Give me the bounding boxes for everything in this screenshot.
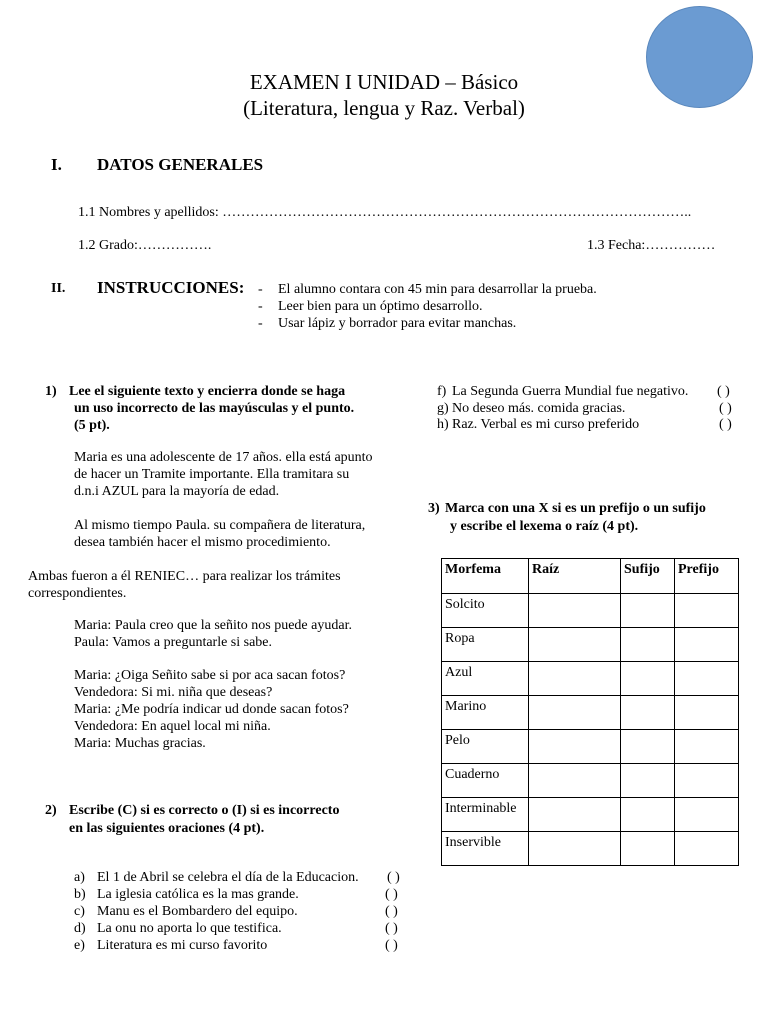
- suffix-cell[interactable]: [621, 832, 675, 866]
- morpheme-cell: Solcito: [442, 594, 529, 628]
- table-row: [442, 832, 739, 866]
- table-row: [442, 696, 739, 730]
- q1-prompt: Lee el siguiente texto y encierra donde se haga: [69, 384, 346, 399]
- instruction-item: Usar lápiz y borrador para evitar manchas.: [278, 316, 517, 331]
- field-names: 1.1 Nombres y apellidos: ………………………………………………………………………………………..: [78, 205, 692, 220]
- suffix-cell[interactable]: [621, 696, 675, 730]
- table-row: [442, 628, 739, 662]
- q2-item-mark[interactable]: ( ): [717, 384, 730, 399]
- q2-item-letter: g): [437, 401, 449, 416]
- q2-item-text: La iglesia católica es la mas grande.: [97, 887, 299, 902]
- q1-prompt: un uso incorrecto de las mayúsculas y el punto.: [74, 401, 355, 416]
- suffix-cell[interactable]: [621, 628, 675, 662]
- text-line: Maria es una adolescente de 17 años. ella está apunto: [74, 450, 373, 465]
- instruction-bullet: -: [258, 282, 263, 297]
- q2-item-letter: c): [74, 904, 85, 919]
- section-1-heading: DATOS GENERALES: [97, 155, 264, 174]
- prefix-cell[interactable]: [675, 696, 739, 730]
- morpheme-cell: Cuaderno: [442, 764, 529, 798]
- root-cell[interactable]: [529, 764, 621, 798]
- morpheme-cell: Ropa: [442, 628, 529, 662]
- root-cell[interactable]: [529, 594, 621, 628]
- dialogue-line: Maria: ¿Me podría indicar ud donde sacan fotos?: [74, 702, 349, 717]
- instruction-item: Leer bien para un óptimo desarrollo.: [278, 299, 483, 314]
- q2-item-text: El 1 de Abril se celebra el día de la Educacion.: [97, 870, 359, 885]
- q2-item-text: Manu es el Bombardero del equipo.: [97, 904, 298, 919]
- text-line: correspondientes.: [28, 586, 127, 601]
- dialogue-line: Maria: ¿Oiga Señito sabe si por aca sacan fotos?: [74, 668, 346, 683]
- table-row: [442, 764, 739, 798]
- instruction-bullet: -: [258, 316, 263, 331]
- q3-prompt: y escribe el lexema o raíz (4 pt).: [450, 519, 639, 534]
- prefix-cell[interactable]: [675, 628, 739, 662]
- table-header-row: [442, 559, 739, 594]
- q1-text-paragraph: [74, 517, 365, 551]
- morpheme-table: [441, 558, 739, 866]
- q2-item-letter: e): [74, 938, 85, 953]
- q2-item-mark[interactable]: ( ): [385, 904, 398, 919]
- prefix-cell[interactable]: [675, 730, 739, 764]
- morpheme-cell: Azul: [442, 662, 529, 696]
- prefix-cell[interactable]: [675, 764, 739, 798]
- q2-item-mark[interactable]: ( ): [385, 887, 398, 902]
- root-cell[interactable]: [529, 730, 621, 764]
- suffix-cell[interactable]: [621, 730, 675, 764]
- root-cell[interactable]: [529, 696, 621, 730]
- exam-subtitle: (Literatura, lengua y Raz. Verbal): [243, 96, 525, 120]
- q1-dialogue: [74, 617, 352, 651]
- q2-item-mark[interactable]: ( ): [385, 938, 398, 953]
- table-row: [442, 730, 739, 764]
- q2-item-text: Raz. Verbal es mi curso preferido: [452, 417, 640, 432]
- root-cell[interactable]: [529, 628, 621, 662]
- table-header-cell: Raíz: [529, 559, 621, 594]
- q2-number: 2): [45, 803, 57, 818]
- dialogue-line: Vendedora: Si mi. niña que deseas?: [74, 685, 273, 700]
- morpheme-cell: Marino: [442, 696, 529, 730]
- text-line: de hacer un Tramite importante. Ella tramitara su: [74, 467, 350, 482]
- q1-dialogue: [74, 667, 349, 752]
- morpheme-cell: Interminable: [442, 798, 529, 832]
- field-grade: 1.2 Grado:…………….: [78, 238, 212, 253]
- q2-item-letter: a): [74, 870, 85, 885]
- text-line: desea también hacer el mismo procedimiento.: [74, 535, 331, 550]
- q1-text-paragraph: [28, 568, 341, 602]
- suffix-cell[interactable]: [621, 594, 675, 628]
- dialogue-line: Vendedora: En aquel local mi niña.: [74, 719, 271, 734]
- field-date: 1.3 Fecha:……………: [587, 238, 716, 253]
- q2-item-mark[interactable]: ( ): [387, 870, 400, 885]
- table-row: [442, 798, 739, 832]
- suffix-cell[interactable]: [621, 798, 675, 832]
- section-1-numeral: I.: [51, 155, 62, 174]
- morpheme-cell: Pelo: [442, 730, 529, 764]
- instruction-bullet: -: [258, 299, 263, 314]
- table-header-cell: Prefijo: [675, 559, 739, 594]
- text-line: d.n.i AZUL para la mayoría de edad.: [74, 484, 280, 499]
- suffix-cell[interactable]: [621, 764, 675, 798]
- q3-prompt: Marca con una X si es un prefijo o un sufijo: [445, 501, 706, 516]
- instruction-item: El alumno contara con 45 min para desarrollar la prueba.: [278, 282, 597, 297]
- q1-prompt: (5 pt).: [74, 418, 110, 433]
- q1-text-paragraph: [74, 449, 373, 500]
- q2-item-letter: d): [74, 921, 86, 936]
- dialogue-line: Paula: Vamos a preguntarle si sabe.: [74, 635, 273, 650]
- prefix-cell[interactable]: [675, 798, 739, 832]
- q2-item-letter: h): [437, 417, 449, 432]
- q2-item-mark[interactable]: ( ): [719, 401, 732, 416]
- q1-number: 1): [45, 384, 57, 399]
- q2-item-mark[interactable]: ( ): [385, 921, 398, 936]
- q2-item-letter: f): [437, 384, 447, 399]
- root-cell[interactable]: [529, 832, 621, 866]
- q2-item-text: Literatura es mi curso favorito: [97, 938, 268, 953]
- section-2-heading: INSTRUCCIONES:: [97, 278, 245, 297]
- q2-item-text: No deseo más. comida gracias.: [452, 401, 626, 416]
- root-cell[interactable]: [529, 798, 621, 832]
- suffix-cell[interactable]: [621, 662, 675, 696]
- q2-prompt: en las siguientes oraciones (4 pt).: [69, 821, 265, 836]
- prefix-cell[interactable]: [675, 594, 739, 628]
- q2-item-text: La onu no aporta lo que testifica.: [97, 921, 282, 936]
- q2-item-letter: b): [74, 887, 86, 902]
- morpheme-cell: Inservible: [442, 832, 529, 866]
- section-2-numeral: II.: [51, 281, 66, 296]
- prefix-cell[interactable]: [675, 662, 739, 696]
- text-line: Al mismo tiempo Paula. su compañera de literatura,: [74, 518, 366, 533]
- q2-item-text: La Segunda Guerra Mundial fue negativo.: [452, 384, 689, 399]
- table-header-cell: Morfema: [442, 559, 529, 594]
- table-row: [442, 662, 739, 696]
- table-row: [442, 594, 739, 628]
- dialogue-line: Maria: Paula creo que la señito nos puede ayudar.: [74, 618, 352, 633]
- exam-title: EXAMEN I UNIDAD – Básico: [249, 70, 519, 94]
- q3-number: 3): [428, 501, 440, 516]
- table-header-cell: Sufijo: [621, 559, 675, 594]
- q2-item-mark[interactable]: ( ): [719, 417, 732, 432]
- text-line: Ambas fueron a él RENIEC… para realizar los trámites: [28, 569, 341, 584]
- dialogue-line: Maria: Muchas gracias.: [74, 736, 206, 751]
- root-cell[interactable]: [529, 662, 621, 696]
- prefix-cell[interactable]: [675, 832, 739, 866]
- q2-prompt: Escribe (C) si es correcto o (I) si es incorrecto: [69, 803, 340, 818]
